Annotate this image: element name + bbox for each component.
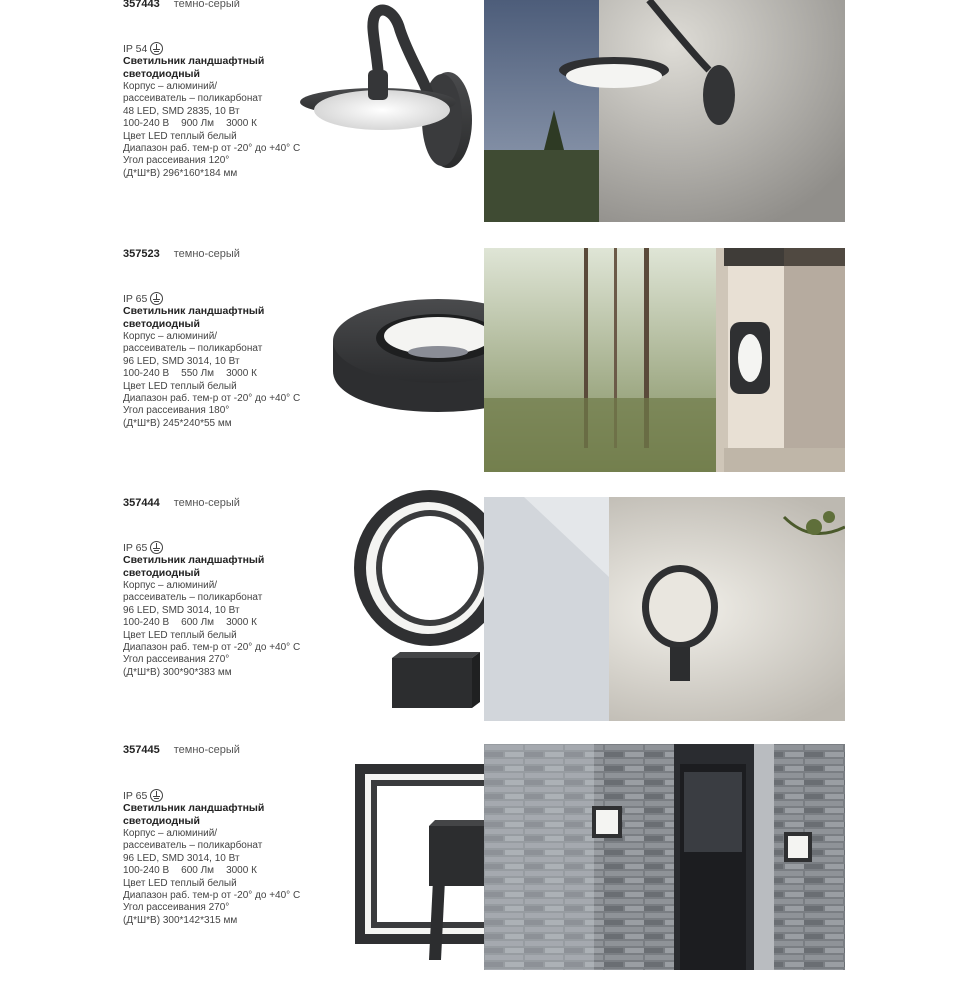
product-title [123,55,293,80]
spec-dims: (Д*Ш*В) 245*240*55 мм [123,417,232,429]
product-entry-1 [0,0,970,250]
product-title [123,802,293,827]
spec-list [123,828,323,927]
spec-voltage: 100-240 В [123,865,170,877]
scene-photo-3 [484,497,845,721]
spec-diffuser: рассеиватель – поликарбонат [123,592,263,604]
product-title [123,554,293,579]
product-color: темно-серый [173,248,240,260]
ground-symbol-icon [150,541,163,554]
spec-list [123,580,323,679]
title-line: Светильник ландшафтный [123,802,265,814]
spec-led: 96 LED, SMD 3014, 10 Вт [123,355,240,367]
ground-symbol-icon [150,42,163,55]
product-title [123,305,293,330]
ground-symbol-icon [150,292,163,305]
spec-angle: Угол рассеивания 120° [123,155,230,167]
spec-temp-range: Диапазон раб. тем-р от -20° до +40° С [123,393,301,405]
spec-kelvin: 3000 К [226,617,257,629]
spec-body: Корпус – алюминий/ [123,81,218,92]
spec-diffuser: рассеиватель – поликарбонат [123,93,263,105]
spec-lumen: 600 Лм [181,865,215,877]
spec-color-led: Цвет LED теплый белый [123,380,237,392]
spec-diffuser: рассеиватель – поликарбонат [123,343,263,355]
spec-list [123,331,323,430]
ip-label: IP 65 [123,292,148,305]
title-line: Светильник ландшафтный [123,305,265,317]
title-line: Светильник ландшафтный [123,554,265,566]
spec-angle: Угол рассеивания 270° [123,654,230,666]
scene-photo-2 [484,248,845,472]
product-image-swan-neck-lamp [300,0,480,190]
spec-voltage: 100-240 В [123,617,170,629]
spec-list [123,81,323,180]
spec-temp-range: Диапазон раб. тем-р от -20° до +40° С [123,143,301,155]
title-line: Светильник ландшафтный [123,55,265,67]
spec-body: Корпус – алюминий/ [123,331,218,342]
spec-lumen: 900 Лм [181,118,215,130]
title-line: светодиодный [123,814,200,827]
ip-label: IP 54 [123,42,148,55]
scene-photo-4 [484,744,845,970]
spec-color-led: Цвет LED теплый белый [123,877,237,889]
spec-temp-range: Диапазон раб. тем-р от -20° до +40° С [123,642,301,654]
spec-dims: (Д*Ш*В) 300*90*383 мм [123,666,232,678]
spec-led: 96 LED, SMD 3014, 10 Вт [123,604,240,616]
product-color: темно-серый [173,497,240,509]
spec-lumen: 550 Лм [181,368,215,380]
code-row [123,248,240,260]
spec-body: Корпус – алюминий/ [123,580,218,591]
ip-label: IP 65 [123,541,148,554]
spec-angle: Угол рассеивания 270° [123,902,230,914]
title-line: светодиодный [123,317,200,330]
product-color: темно-серый [173,744,240,756]
spec-voltage: 100-240 В [123,118,170,130]
spec-color-led: Цвет LED теплый белый [123,629,237,641]
spec-led: 48 LED, SMD 2835, 10 Вт [123,105,240,117]
spec-diffuser: рассеиватель – поликарбонат [123,840,263,852]
code-row [123,497,240,509]
spec-body: Корпус – алюминий/ [123,828,218,839]
spec-led: 96 LED, SMD 3014, 10 Вт [123,852,240,864]
ip-rating [123,541,163,554]
title-line: светодиодный [123,566,200,579]
spec-dims: (Д*Ш*В) 300*142*315 мм [123,914,238,926]
scene-photo-1 [484,0,845,222]
product-color: темно-серый [173,0,240,10]
product-entry-3 [0,497,970,747]
spec-kelvin: 3000 К [226,118,257,130]
product-code: 357523 [123,248,160,260]
spec-power-row [123,617,323,629]
spec-dims: (Д*Ш*В) 296*160*184 мм [123,167,238,179]
spec-angle: Угол рассеивания 180° [123,405,230,417]
ip-label: IP 65 [123,789,148,802]
title-line: светодиодный [123,67,200,80]
product-entry-4 [0,744,970,994]
code-row [123,744,240,756]
product-code: 357443 [123,0,160,10]
product-code: 357444 [123,497,160,509]
spec-lumen: 600 Лм [181,617,215,629]
spec-power-row [123,368,323,380]
spec-kelvin: 3000 К [226,368,257,380]
spec-color-led: Цвет LED теплый белый [123,130,237,142]
spec-temp-range: Диапазон раб. тем-р от -20° до +40° С [123,890,301,902]
spec-voltage: 100-240 В [123,368,170,380]
ip-rating [123,42,163,55]
ip-rating [123,292,163,305]
spec-kelvin: 3000 К [226,865,257,877]
ground-symbol-icon [150,789,163,802]
product-code: 357445 [123,744,160,756]
ip-rating [123,789,163,802]
spec-power-row [123,118,323,130]
spec-power-row [123,865,323,877]
product-entry-2 [0,248,970,498]
code-row [123,0,240,10]
